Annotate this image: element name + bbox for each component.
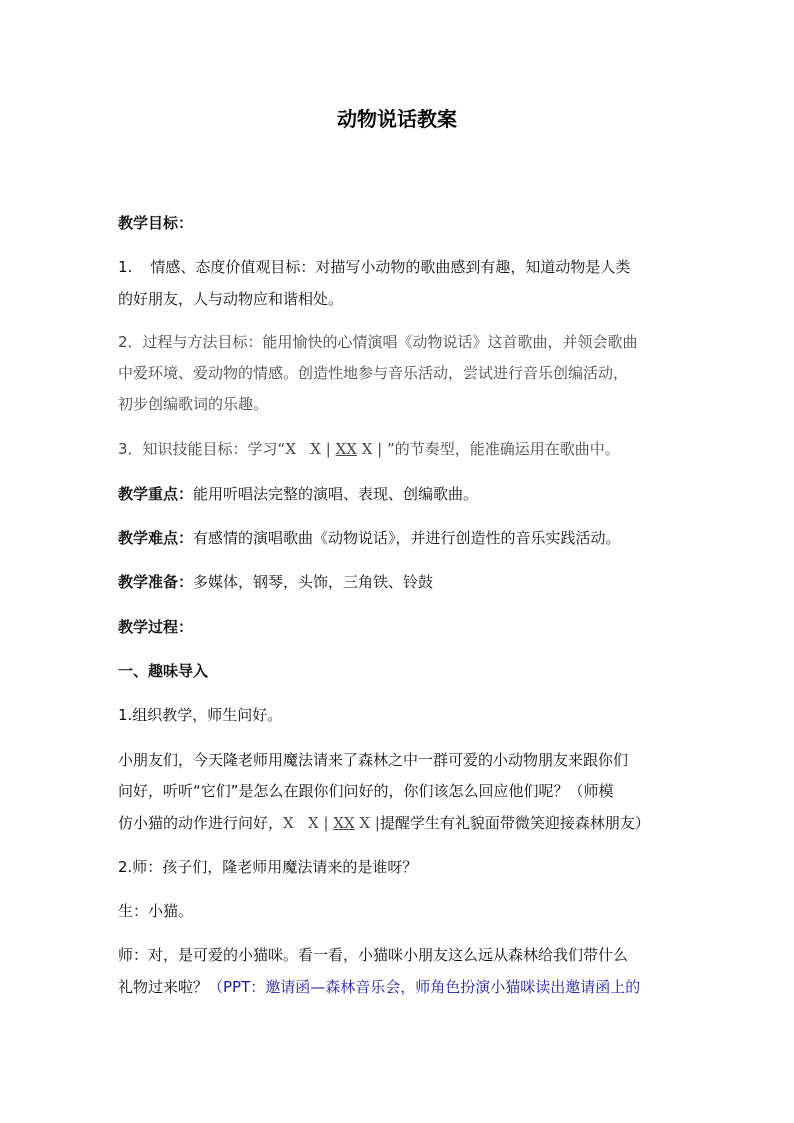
paragraph-line2: 问好，听听“它们”是怎么在跟你们问好的，你们该怎么回应他们呢？（师模 [118,782,614,800]
key-point-label: 教学重点： [118,485,194,503]
preparation-text: 多媒体，钢琴，头饰，三角铁、铃鼓 [193,573,434,591]
teacher-reply-line2 [118,976,640,998]
goal3-rhythm-a: X X | [285,440,336,458]
paragraph-line3 [118,812,650,834]
preparation-line [118,571,433,593]
step1-text: 1.组织教学，师生问好。 [118,706,283,724]
goal1-line2: 的好朋友，人与动物应和谐相处。 [118,290,344,308]
student-answer: 生：小猫。 [118,902,194,920]
paragraph-line1: 小朋友们，今天隆老师用魔法请来了森林之中一群可爱的小动物朋友来跟你们 [118,751,629,769]
paragraph-rhythm-a: X X | [283,814,334,832]
difficulty-line [118,527,621,549]
paragraph-rhythm-b: X | [354,814,380,832]
document-title: 动物说话教案 [337,107,457,131]
teacher-reply-line2-prefix: 礼物过来啦？ [118,978,209,996]
goal3-rhythm-b: X | [356,440,387,458]
goal3-prefix: 3．知识技能目标：学习“ [118,440,286,458]
goal1-number: 1. [118,258,133,276]
section1-heading: 一、趣味导入 [118,662,209,680]
preparation-label: 教学准备： [118,573,194,591]
teacher-reply-line1: 师：对，是可爱的小猫咪。看一看，小猫咪小朋友这么远从森林给我们带什么 [118,946,629,964]
goal2-line3: 初步创编歌词的乐趣。 [118,395,269,413]
key-point-line [118,483,478,505]
step2-text: 2.师：孩子们，隆老师用魔法请来的是谁呀？ [118,858,418,876]
goal3-rhythm-underlined: XX [335,440,357,458]
paragraph-line3-prefix: 仿小猫的动作进行问好， [118,814,284,832]
goal3-suffix: ”的节奏型，能准确运用在歌曲中。 [387,440,620,458]
goal2-line2: 中爱环境、爱动物的情感。创造性地参与音乐活动，尝试进行音乐创编活动， [118,364,629,382]
process-heading: 教学过程： [118,618,194,636]
paragraph-rhythm-underlined: XX [333,814,355,832]
goal1-text: 情感、态度价值观目标：对描写小动物的歌曲感到有趣，知道动物是人类 [150,258,631,276]
key-point-text: 能用听唱法完整的演唱、表现、创编歌曲。 [193,485,479,503]
goal2-line1: 2．过程与方法目标：能用愉快的心情演唱《动物说话》这首歌曲，并领会歌曲 [118,333,638,351]
difficulty-label: 教学难点： [118,529,194,547]
difficulty-text: 有感情的演唱歌曲《动物说话》，并进行创造性的音乐实践活动。 [193,529,621,547]
paragraph-line3-suffix: 提醒学生有礼貌面带微笑迎接森林朋友） [379,814,650,832]
ppt-note: （PPT：邀请函—森林音乐会，师角色扮演小猫咪读出邀请函上的 [208,978,641,996]
goal1-line1 [118,256,630,278]
teaching-goals-heading: 教学目标： [118,214,194,232]
goal3-line [118,438,620,460]
